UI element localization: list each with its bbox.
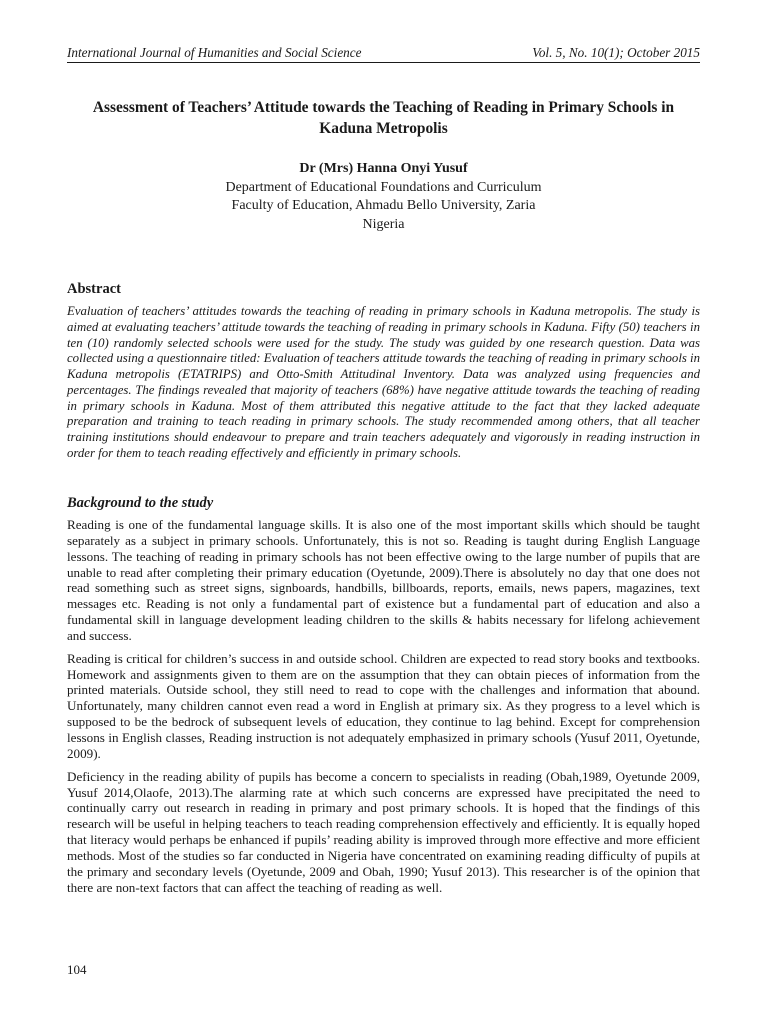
issue-info: Vol. 5, No. 10(1); October 2015	[532, 45, 700, 60]
body-paragraph: Reading is one of the fundamental language skills. It is also one of the most important skills which should be taught separately as a subject in primary schools. Unfortunately, this is not so. Reading is taught during English Language lessons. The teaching of reading in primary schools has not been effective owing to the large number of pupils that are unable to read after completing their primary education (Oyetunde, 2009).There is absolutely no day that one does not read something such as street signs, signboards, handbills, billboards, reports, emails, news papers, magazines, text messages etc. Reading is not only a fundamental part of existence but a fundamental part of education and also a fundamental skill in language development leading children to the skills & habits necessary for lifelong achievement and success.	[67, 517, 700, 643]
body-paragraph: Reading is critical for children’s success in and outside school. Children are expected to read story books and textbooks. Homework and assignments given to them are on the assumption that they can obtain pieces of information from the printed materials. Outside school, they still need to read to cope with the challenges and information that abound. Unfortunately, many children cannot even read a word in English at primary six. As they progress to a level which is supposed to be the bedrock of subsequent levels of education, they continue to lag behind. Except for comprehension lessons in English classes, Reading instruction is not adequately emphasized in primary schools (Yusuf 2011, Oyetunde, 2009).	[67, 650, 700, 761]
abstract-heading: Abstract	[67, 281, 121, 297]
affiliation-country: Nigeria	[362, 216, 405, 232]
section-heading-background: Background to the study	[67, 495, 214, 511]
journal-name: International Journal of Humanities and Social Science	[67, 45, 362, 60]
running-header	[67, 45, 700, 63]
abstract-text: Evaluation of teachers’ attitudes towards the teaching of reading in primary schools in Kaduna metropolis. The study is aimed at evaluating teachers’ attitude towards the teaching of reading in primary schools in Kaduna. Fifty (50) teachers in ten (10) randomly selected schools were used for the study. The study was guided by one research question. Data was collected using a questionnaire titled: Evaluation of teachers attitude towards the teaching of reading in primary schools in Kaduna metropolis (ETATRIPS) and Otto-Smith Attitudinal Inventory. Data was analyzed using frequencies and percentages. The findings revealed that majority of teachers (68%) have negative attitude towards the teaching of reading in primary schools in Kaduna. Most of them attributed this negative attitude to the fact that they lacked adequate preparation and training to teach reading in primary schools. The study recommended among others, that all teacher training institutions should endeavour to prepare and train teachers adequately and vigorously in reading instruction in order for them to teach reading effectively and efficiently in primary schools.	[67, 304, 701, 460]
affiliation-faculty: Faculty of Education, Ahmadu Bello University, Zaria	[231, 198, 536, 213]
affiliation-department: Department of Educational Foundations and Curriculum	[225, 179, 542, 195]
author-block	[67, 160, 700, 234]
page-number: 104	[67, 962, 87, 977]
article-title: Assessment of Teachers’ Attitude towards the Teaching of Reading in Primary Schools in Kaduna Metropolis	[92, 99, 675, 137]
body-text	[67, 517, 700, 902]
author-name: Dr (Mrs) Hanna Onyi Yusuf	[299, 161, 468, 176]
body-paragraph: Deficiency in the reading ability of pupils has become a concern to specialists in reading (Obah,1989, Oyetunde 2009, Yusuf 2014,Olaofe, 2013).The alarming rate at which such concerns are expressed have precipitated the need to continually carry out research in reading in primary and post primary schools. It is hoped that the findings of this research will be useful in helping teachers to teach reading comprehension effectively and efficiently. It is equally hoped that literacy would perhaps be enhanced if pupils’ reading ability is improved through more effective and more efficient methods. Most of the studies so far conducted in Nigeria have concentrated on examining reading difficulty of pupils at the primary and secondary levels (Oyetunde, 2009 and Obah, 1990; Yusuf 2013). This researcher is of the opinion that there are non-text factors that can affect the teaching of reading as well.	[67, 768, 700, 895]
